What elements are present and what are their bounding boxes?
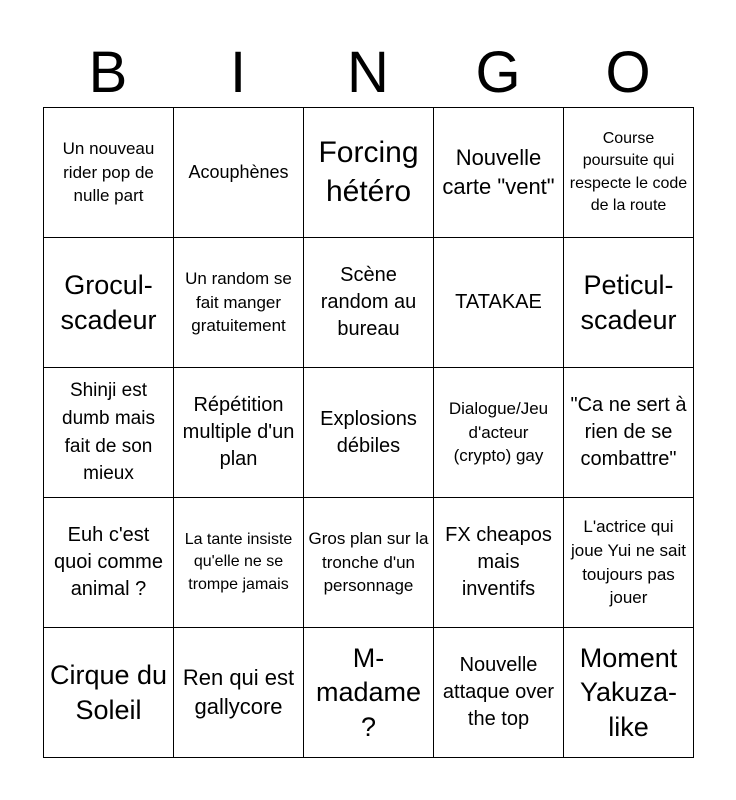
- grid-row: [44, 238, 694, 368]
- header-letter-b: B: [88, 40, 128, 105]
- bingo-cell[interactable]: Nouvelle attaque over the top: [434, 628, 564, 758]
- bingo-cell[interactable]: Ren qui est gallycore: [174, 628, 304, 758]
- bingo-cell[interactable]: Acouphènes: [174, 108, 304, 238]
- grid-row: [44, 498, 694, 628]
- header-letter-n: N: [347, 40, 389, 105]
- bingo-cell[interactable]: Répétition multiple d'un plan: [174, 368, 304, 498]
- bingo-cell[interactable]: Explosions débiles: [304, 368, 434, 498]
- bingo-cell[interactable]: Dialogue/Jeu d'acteur (crypto) gay: [434, 368, 564, 498]
- bingo-header: [43, 40, 693, 106]
- bingo-cell[interactable]: Grocul-scadeur: [44, 238, 174, 368]
- bingo-cell[interactable]: Euh c'est quoi comme animal ?: [44, 498, 174, 628]
- bingo-cell[interactable]: Scène random au bureau: [304, 238, 434, 368]
- grid-row: [44, 108, 694, 238]
- bingo-cell[interactable]: Course poursuite qui respecte le code de la route: [564, 108, 694, 238]
- bingo-cell[interactable]: Shinji est dumb mais fait de son mieux: [44, 368, 174, 498]
- bingo-cell[interactable]: Cirque du Soleil: [44, 628, 174, 758]
- bingo-cell[interactable]: Moment Yakuza-like: [564, 628, 694, 758]
- bingo-cell[interactable]: M-madame ?: [304, 628, 434, 758]
- bingo-cell[interactable]: Un random se fait manger gratuitement: [174, 238, 304, 368]
- bingo-cell[interactable]: TATAKAE: [434, 238, 564, 368]
- bingo-cell[interactable]: Gros plan sur la tronche d'un personnage: [304, 498, 434, 628]
- header-letter-i: I: [229, 40, 247, 105]
- grid-row: [44, 628, 694, 758]
- bingo-cell[interactable]: FX cheapos mais inventifs: [434, 498, 564, 628]
- bingo-cell[interactable]: "Ca ne sert à rien de se combattre": [564, 368, 694, 498]
- bingo-cell[interactable]: Nouvelle carte "vent": [434, 108, 564, 238]
- grid-row: [44, 368, 694, 498]
- header-letter-o: O: [605, 40, 651, 105]
- header-letter-g: G: [475, 40, 521, 105]
- bingo-cell[interactable]: Un nouveau rider pop de nulle part: [44, 108, 174, 238]
- bingo-cell[interactable]: La tante insiste qu'elle ne se trompe jamais: [174, 498, 304, 628]
- bingo-cell[interactable]: L'actrice qui joue Yui ne sait toujours pas jouer: [564, 498, 694, 628]
- bingo-grid: [43, 107, 694, 758]
- bingo-cell[interactable]: Forcing hétéro: [304, 108, 434, 238]
- bingo-cell[interactable]: Peticul-scadeur: [564, 238, 694, 368]
